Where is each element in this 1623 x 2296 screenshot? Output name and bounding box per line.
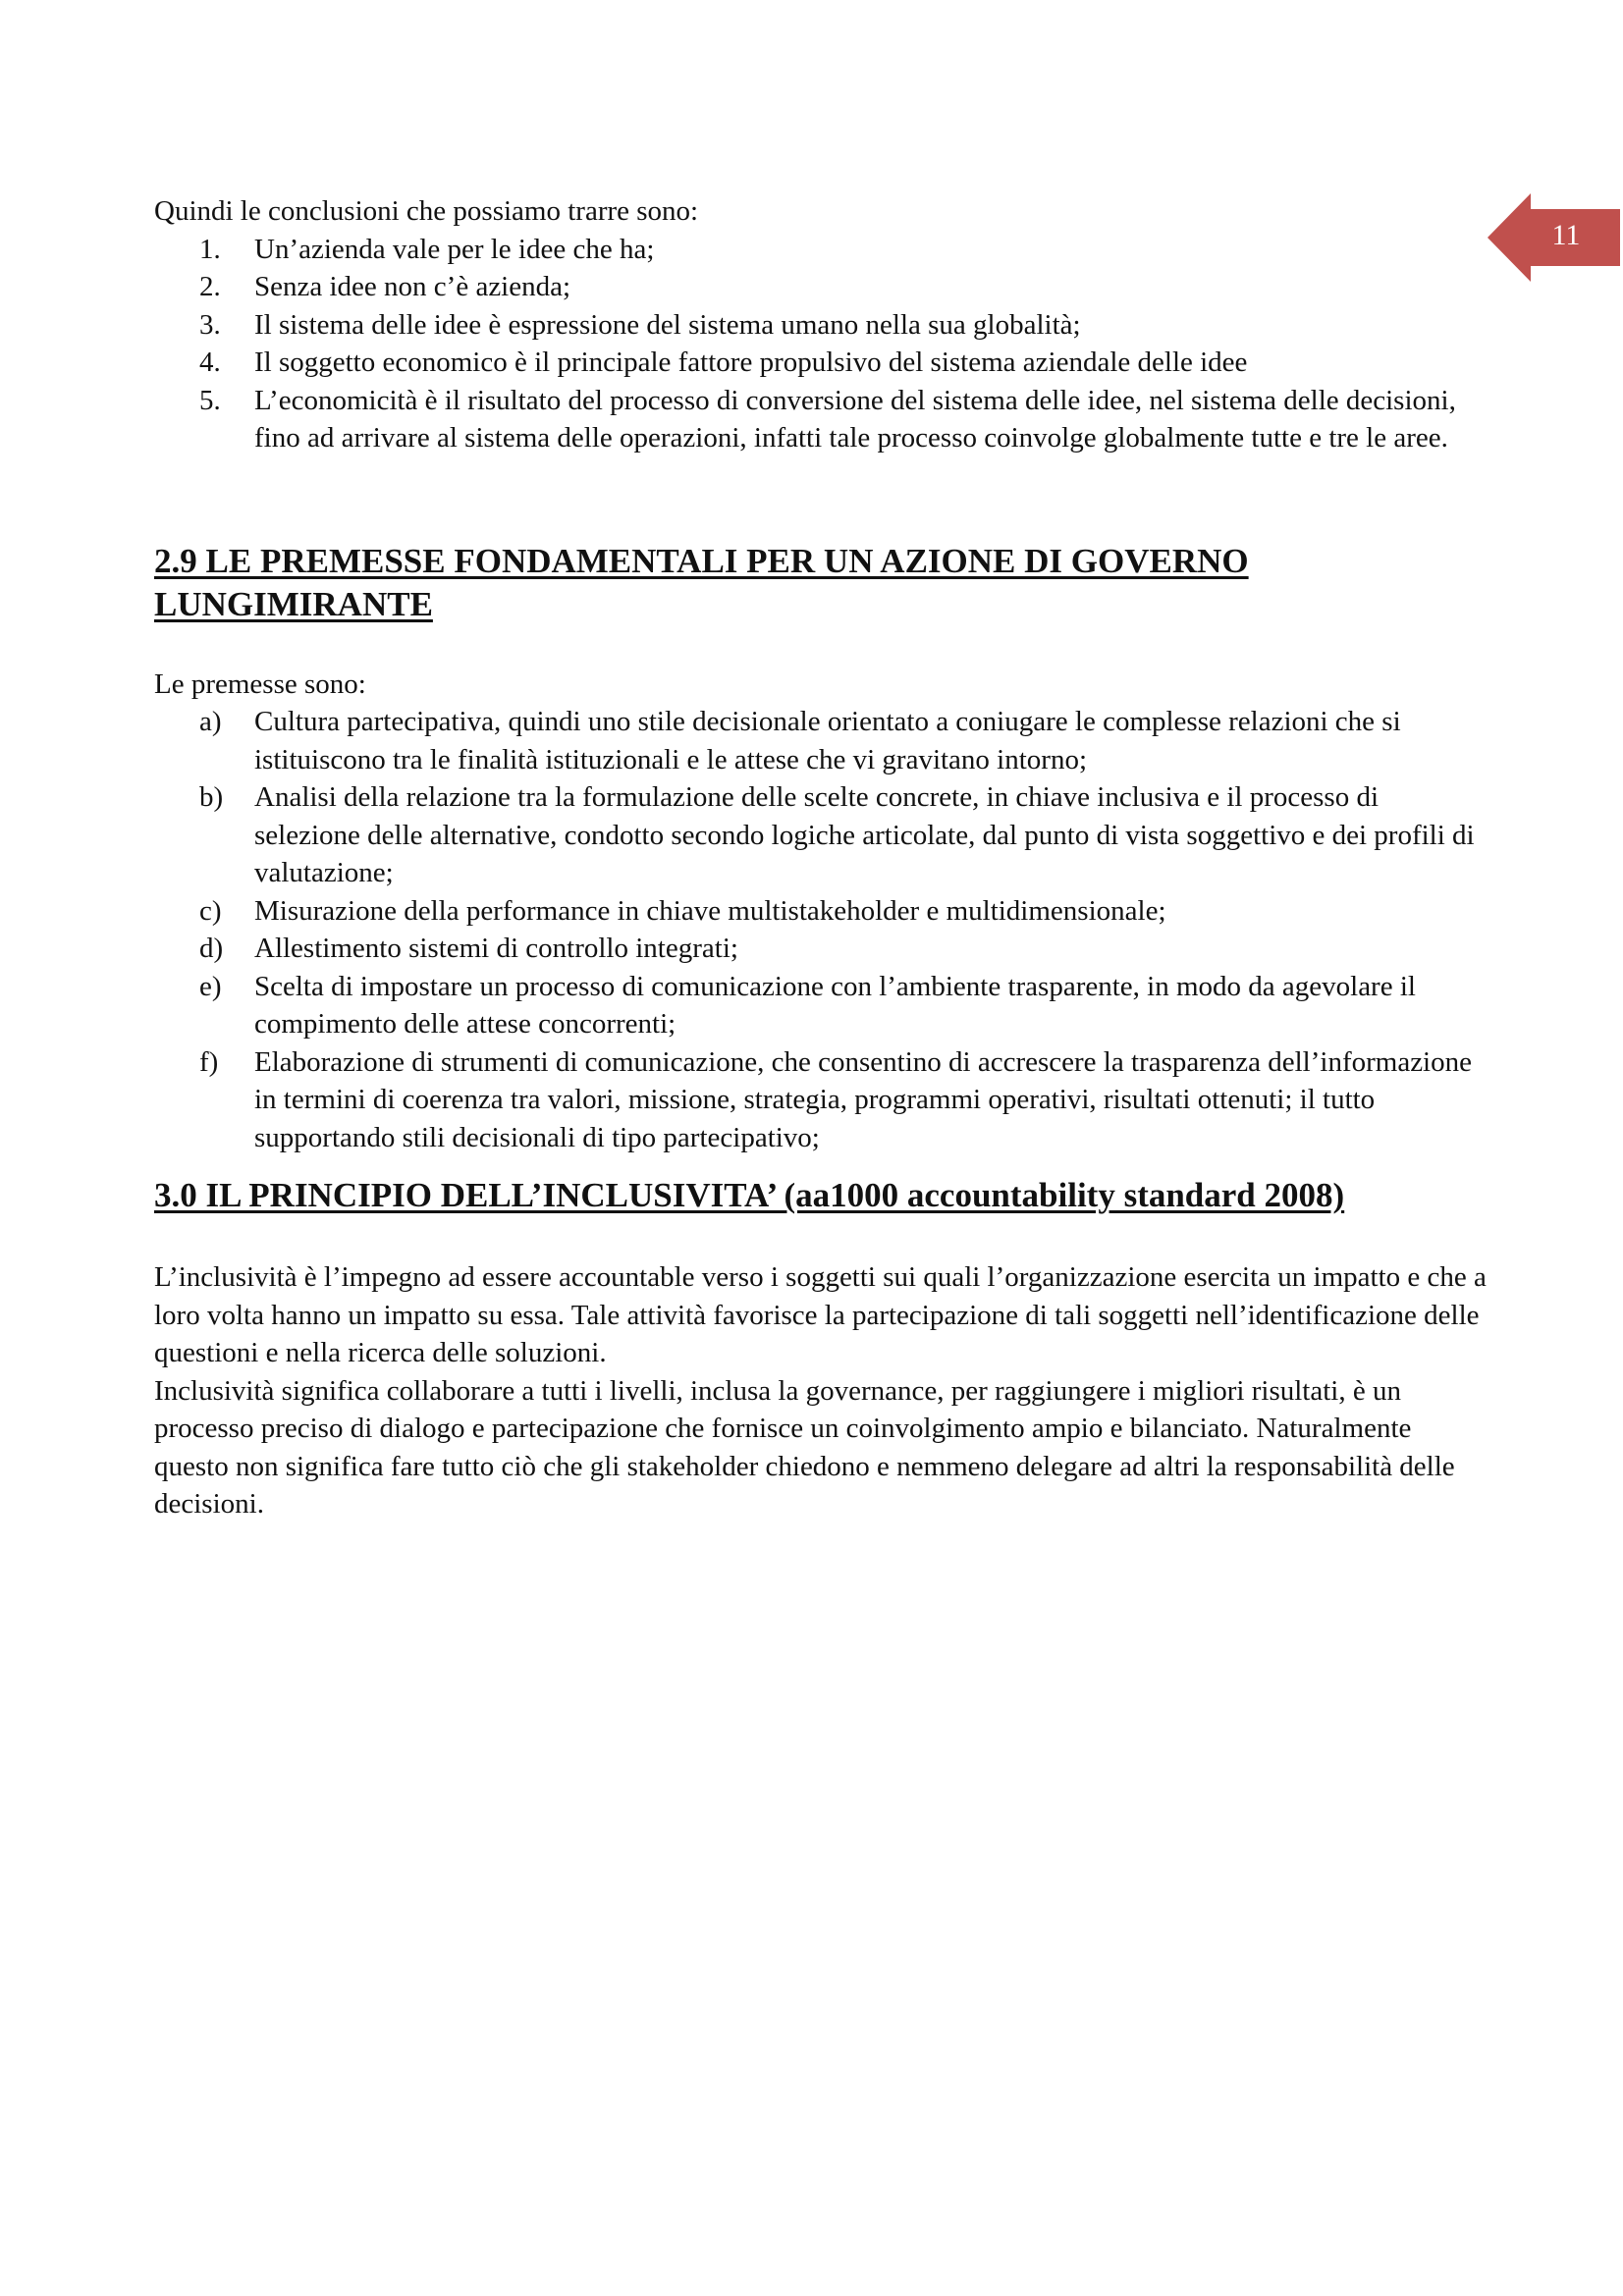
page-content [154, 192, 1489, 1523]
list-marker: c) [199, 894, 222, 927]
list-item-text: Analisi della relazione tra la formulazione delle scelte concrete, in chiave inclusiva e il processo di selezione delle alternative, condotto secondo logiche articolate, dal punto di vista soggettivo e dei profili di valutazione; [254, 781, 1475, 888]
list-marker: 4. [199, 347, 221, 378]
list-item-text: Cultura partecipativa, quindi uno stile decisionale orientato a coniugare le complesse relazioni che si istituiscono tra le finalità istituzionali e le attese che vi gravitano intorno; [254, 706, 1401, 775]
list-item [154, 268, 1489, 306]
conclusions-intro: Quindi le conclusioni che possiamo trarre sono: [154, 195, 699, 227]
list-marker: 3. [199, 308, 221, 341]
list-item-text: Misurazione della performance in chiave multistakeholder e multidimensionale; [254, 894, 1166, 927]
list-marker: f) [199, 1045, 219, 1078]
list-item-text: L’economicità è il risultato del processo di conversione del sistema delle idee, nel sistema delle decisioni, fino ad arrivare al sistema delle operazioni, infatti tale processo coinvolge globalmente tutte e tre le aree. [254, 384, 1456, 454]
list-item [154, 930, 1489, 968]
list-item [154, 703, 1489, 778]
list-item [154, 892, 1489, 931]
list-item-text: Il sistema delle idee è espressione del sistema umano nella sua globalità; [254, 308, 1081, 341]
list-item [154, 1043, 1489, 1157]
list-marker: d) [199, 933, 224, 964]
page-number: 11 [1551, 219, 1581, 251]
list-item-text: Elaborazione di strumenti di comunicazione, che consentino di accrescere la trasparenza dell’informazione in termini di coerenza tra valori, missione, strategia, programmi operativi, risultati ottenuti; il tutto supportando stili decisionali di tipo partecipativo; [254, 1045, 1472, 1153]
conclusions-list [154, 231, 1489, 457]
list-marker: a) [199, 706, 222, 737]
list-marker: 5. [199, 384, 221, 416]
list-item [154, 231, 1489, 269]
list-marker: e) [199, 970, 222, 1002]
list-item-text: Senza idee non c’è azienda; [254, 271, 571, 302]
premesse-list [154, 703, 1489, 1156]
section-heading-2-9: 2.9 LE PREMESSE FONDAMENTALI PER UN AZIONE DI GOVERNO LUNGIMIRANTE [154, 541, 1249, 623]
list-item [154, 778, 1489, 892]
inclusivity-paragraph: Inclusività significa collaborare a tutti i livelli, inclusa la governance, per raggiungere i migliori risultati, è un processo preciso di dialogo e partecipazione che fornisce un coinvolgimento ampio e bilanciato. Naturalmente questo non significa fare tutto ciò che gli stakeholder chiedono e nemmeno delegare ad altri la responsabilità delle decisioni. [154, 1374, 1455, 1520]
list-item [154, 344, 1489, 382]
list-item [154, 968, 1489, 1043]
list-marker: 1. [199, 233, 221, 265]
list-item-text: Allestimento sistemi di controllo integrati; [254, 933, 738, 964]
list-item [154, 382, 1489, 457]
section-heading-3-0: 3.0 IL PRINCIPIO DELL’INCLUSIVITA’ (aa1000 accountability standard 2008) [154, 1176, 1345, 1214]
list-item-text: Un’azienda vale per le idee che ha; [254, 233, 655, 265]
premesse-intro: Le premesse sono: [154, 667, 366, 700]
list-item-text: Scelta di impostare un processo di comunicazione con l’ambiente trasparente, in modo da agevolare il compimento delle attese concorrenti; [254, 970, 1416, 1040]
list-item [154, 306, 1489, 345]
list-marker: 2. [199, 271, 221, 302]
list-item-text: Il soggetto economico è il principale fattore propulsivo del sistema aziendale delle idee [254, 347, 1248, 378]
inclusivity-paragraph: L’inclusività è l’impegno ad essere accountable verso i soggetti sui quali l’organizzazione esercita un impatto e che a loro volta hanno un impatto su essa. Tale attività favorisce la partecipazione di tali soggetti nell’identificazione delle questioni e nella ricerca delle soluzioni. [154, 1261, 1487, 1368]
list-marker: b) [199, 781, 224, 813]
